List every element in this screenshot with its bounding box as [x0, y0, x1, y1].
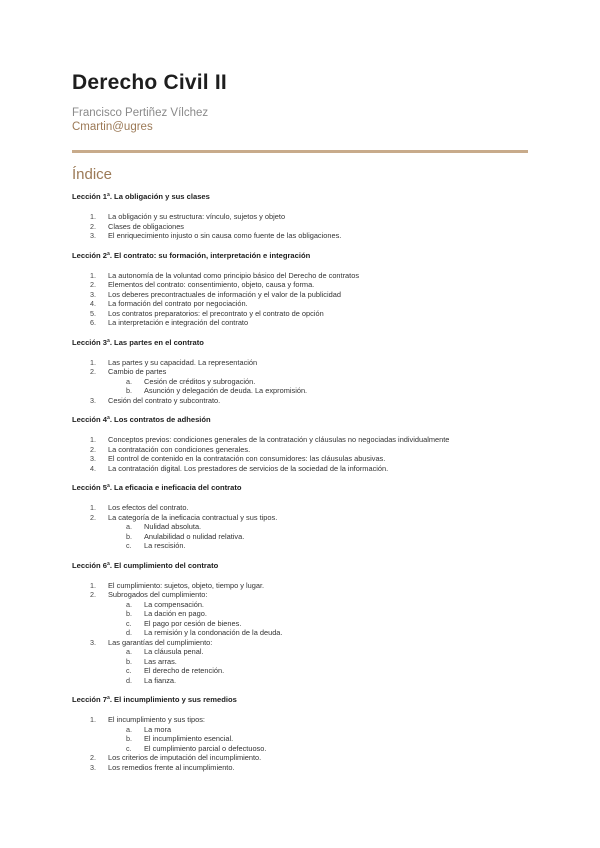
sub-list-item	[108, 386, 528, 396]
list-item	[72, 212, 528, 222]
item-number: 2.	[90, 512, 96, 522]
item-text: Los deberes precontractuales de información y el valor de la publicidad	[108, 289, 341, 299]
sub-list-item	[108, 522, 528, 532]
sub-item-letter: a.	[126, 522, 132, 531]
lesson-items	[72, 435, 528, 473]
item-text: Conceptos previos: condiciones generales de la contratación y cláusulas no negociadas individualmente	[108, 435, 450, 444]
item-text: Cambio de partes	[108, 367, 167, 376]
lesson-items	[72, 212, 528, 241]
list-item	[72, 464, 528, 474]
lesson-items	[72, 715, 528, 772]
list-item	[72, 231, 528, 241]
item-text: La contratación con condiciones generales.	[108, 444, 251, 454]
list-item	[72, 581, 528, 591]
sub-list-item	[108, 619, 528, 629]
sub-list-item	[108, 628, 528, 638]
item-number: 3.	[90, 395, 96, 405]
sub-item-letter: a.	[126, 599, 132, 609]
item-number: 3.	[90, 289, 96, 299]
sub-item-text: Asunción y delegación de deuda. La expromisión.	[144, 386, 308, 395]
list-item	[72, 396, 528, 406]
sub-item-text: Cesión de créditos y subrogación.	[144, 376, 256, 386]
list-item	[72, 753, 528, 763]
item-number: 4.	[90, 299, 96, 308]
document-page	[72, 70, 528, 772]
title-divider	[72, 150, 528, 153]
sub-item-letter: b.	[126, 609, 132, 618]
list-item	[72, 715, 528, 753]
item-number: 2.	[90, 221, 96, 231]
item-number: 4.	[90, 463, 96, 473]
list-item	[72, 590, 528, 638]
sub-list-item	[108, 657, 528, 667]
lesson-heading: Lección 1ª. La obligación y sus clases	[72, 192, 210, 201]
item-number: 3.	[90, 231, 96, 240]
list-item	[72, 435, 528, 445]
list-item	[72, 318, 528, 328]
item-text: La contratación digital. Los prestadores de servicios de la sociedad de la información.	[108, 463, 389, 473]
item-number: 1.	[90, 580, 96, 590]
sub-list-item	[108, 676, 528, 686]
list-item	[72, 763, 528, 773]
item-text: El incumplimiento y sus tipos:	[108, 715, 205, 724]
sub-list-item	[108, 377, 528, 387]
sub-item-text: Las arras.	[144, 656, 177, 666]
sub-item-letter: c.	[126, 743, 132, 753]
sub-item-text: La dación en pago.	[144, 609, 207, 618]
sub-list	[108, 600, 528, 638]
lesson-heading: Lección 5ª. La eficacia e ineficacia del contrato	[72, 483, 242, 492]
sub-item-text: Nulidad absoluta.	[144, 522, 202, 531]
sub-list	[108, 522, 528, 551]
item-text: Los efectos del contrato.	[108, 503, 189, 512]
sub-item-text: La compensación.	[144, 599, 204, 609]
sub-list-item	[108, 609, 528, 619]
item-number: 3.	[90, 454, 96, 463]
lesson-heading: Lección 4ª. Los contratos de adhesión	[72, 415, 211, 424]
sub-list-item	[108, 600, 528, 610]
item-number: 1.	[90, 357, 96, 367]
sub-list-item	[108, 666, 528, 676]
item-number: 2.	[90, 280, 96, 289]
item-text: Elementos del contrato: consentimiento, objeto, causa y forma.	[108, 280, 315, 289]
list-item	[72, 309, 528, 319]
author-name: Francisco Pertiñez Vílchez	[72, 107, 209, 119]
item-number: 2.	[90, 753, 96, 762]
item-text: Cesión del contrato y subcontrato.	[108, 395, 221, 405]
item-text: La categoría de la ineficacia contractual y sus tipos.	[108, 512, 278, 522]
lesson-heading: Lección 3ª. Las partes en el contrato	[72, 337, 204, 347]
item-text: Los criterios de imputación del incumplimiento.	[108, 753, 262, 762]
item-text: La interpretación e integración del contrato	[108, 318, 249, 327]
sub-item-letter: d.	[126, 628, 132, 637]
sub-list-item	[108, 725, 528, 735]
list-item	[72, 445, 528, 455]
list-item	[72, 367, 528, 396]
item-number: 5.	[90, 308, 96, 318]
item-text: Las garantías del cumplimiento:	[108, 637, 213, 647]
lesson-items	[72, 581, 528, 686]
sub-item-text: La rescisión.	[144, 541, 186, 550]
item-number: 2.	[90, 590, 96, 599]
list-item	[72, 358, 528, 368]
item-number: 1.	[90, 435, 96, 444]
lesson-items	[72, 358, 528, 406]
item-text: La autonomía de la voluntad como principio básico del Derecho de contratos	[108, 270, 360, 280]
author-email: Cmartin@ugres	[72, 121, 153, 133]
sub-list-item	[108, 541, 528, 551]
sub-item-text: La remisión y la condonación de la deuda.	[144, 628, 283, 637]
sub-item-letter: b.	[126, 656, 132, 666]
item-number: 2.	[90, 444, 96, 454]
item-text: Los remedios frente al incumplimiento.	[108, 762, 235, 772]
item-text: El enriquecimiento injusto o sin causa como fuente de las obligaciones.	[108, 231, 342, 240]
list-item	[72, 280, 528, 290]
sub-list	[108, 377, 528, 396]
document-title: Derecho Civil II	[72, 71, 227, 94]
list-item	[72, 638, 528, 686]
sub-item-text: El derecho de retención.	[144, 666, 225, 675]
sub-list	[108, 647, 528, 685]
sub-list-item	[108, 532, 528, 542]
list-item	[72, 454, 528, 464]
list-item	[72, 503, 528, 513]
sub-item-letter: a.	[126, 376, 132, 386]
item-text: Los contratos preparatorios: el precontrato y el contrato de opción	[108, 308, 324, 318]
lesson-items	[72, 503, 528, 551]
item-text: La formación del contrato por negociación.	[108, 299, 248, 308]
lesson-list	[72, 192, 528, 772]
sub-item-letter: b.	[126, 734, 132, 743]
item-number: 1.	[90, 503, 96, 512]
list-item	[72, 222, 528, 232]
sub-item-text: El cumplimiento parcial o defectuoso.	[144, 743, 267, 753]
item-number: 6.	[90, 318, 96, 327]
item-number: 3.	[90, 637, 96, 647]
lesson-heading: Lección 6ª. El cumplimiento del contrato	[72, 560, 219, 570]
sub-item-text: El pago por cesión de bienes.	[144, 618, 242, 628]
item-text: El control de contenido en la contratación con consumidores: las cláusulas abusivas.	[108, 454, 386, 463]
sub-item-letter: a.	[126, 647, 132, 656]
sub-item-text: La fianza.	[144, 675, 177, 685]
list-item	[72, 299, 528, 309]
item-number: 1.	[90, 270, 96, 280]
list-item	[72, 513, 528, 551]
lesson-heading: Lección 2ª. El contrato: su formación, interpretación e integración	[72, 250, 311, 260]
sub-item-letter: b.	[126, 531, 132, 541]
sub-item-letter: c.	[126, 666, 132, 675]
sub-list-item	[108, 647, 528, 657]
sub-item-letter: a.	[126, 724, 132, 734]
list-item	[72, 271, 528, 281]
sub-list	[108, 725, 528, 754]
lesson-heading: Lección 7ª. El incumplimiento y sus remedios	[72, 695, 237, 704]
sub-item-letter: d.	[126, 675, 132, 685]
item-number: 1.	[90, 212, 96, 221]
item-number: 2.	[90, 367, 96, 376]
sub-item-letter: c.	[126, 541, 132, 550]
sub-item-text: La cláusula penal.	[144, 647, 204, 656]
index-heading: Índice	[72, 166, 113, 183]
sub-list-item	[108, 734, 528, 744]
item-text: Subrogados del cumplimiento:	[108, 590, 208, 599]
lesson-items	[72, 271, 528, 328]
sub-list-item	[108, 744, 528, 754]
item-number: 3.	[90, 762, 96, 772]
item-text: Las partes y su capacidad. La representación	[108, 357, 258, 367]
item-number: 1.	[90, 715, 96, 724]
sub-item-letter: c.	[126, 618, 132, 628]
list-item	[72, 290, 528, 300]
item-text: El cumplimiento: sujetos, objeto, tiempo y lugar.	[108, 580, 265, 590]
sub-item-text: Anulabilidad o nulidad relativa.	[144, 531, 245, 541]
item-text: Clases de obligaciones	[108, 221, 185, 231]
sub-item-text: El incumplimiento esencial.	[144, 734, 234, 743]
item-text: La obligación y su estructura: vínculo, sujetos y objeto	[108, 212, 286, 221]
sub-item-text: La mora	[144, 724, 172, 734]
sub-item-letter: b.	[126, 386, 132, 395]
